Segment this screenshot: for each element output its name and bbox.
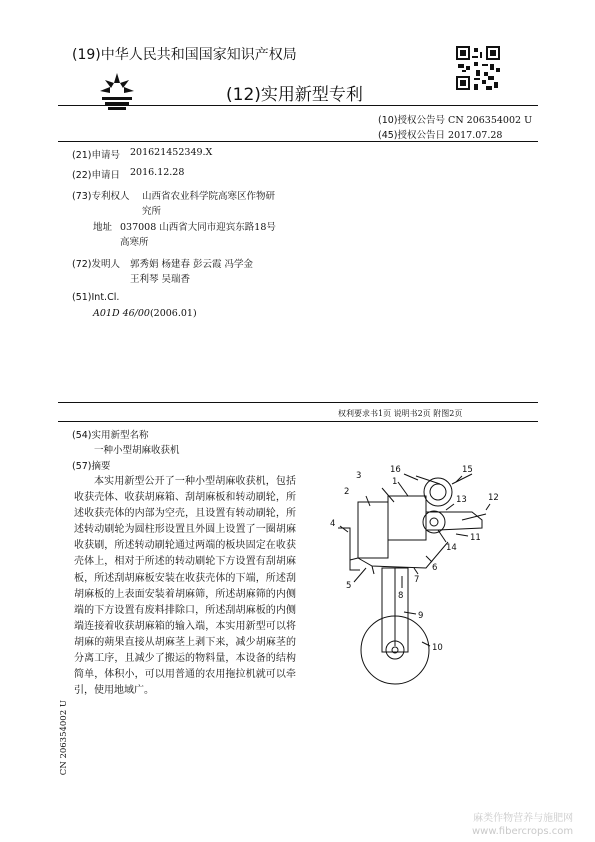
figure-label-1: 1	[392, 477, 398, 487]
figure-label-2: 2	[344, 487, 350, 497]
divider	[58, 421, 538, 422]
filing-date: 2016.12.28	[130, 167, 185, 178]
figure-label-5: 5	[346, 581, 352, 591]
inventors-label: (72)发明人	[72, 259, 121, 270]
ipc-code: A01D 46/00	[93, 308, 150, 319]
watermark-line-2: www.fibercrops.com	[472, 826, 574, 837]
divider	[58, 402, 538, 403]
divider	[58, 141, 538, 142]
patentee-continued: 究所	[142, 206, 162, 217]
address-label: 地址	[93, 222, 113, 233]
application-number-label: (21)申请号	[72, 150, 121, 161]
address: 037008 山西省大同市迎宾东路18号	[120, 222, 276, 233]
publication-number-label: (10)授权公告号	[378, 115, 446, 126]
patentee-label: (73)专利权人	[72, 191, 130, 202]
side-publication-number: CN 206354002 U	[59, 700, 69, 776]
figure-label-14: 14	[446, 543, 457, 553]
application-number: 201621452349.X	[130, 147, 213, 158]
figure-label-7: 7	[414, 575, 420, 585]
figure-label-6: 6	[432, 563, 438, 573]
office-logo-icon	[96, 71, 138, 113]
figure-label-13: 13	[456, 495, 467, 505]
ipc-classification	[93, 308, 197, 319]
figure-label-3: 3	[356, 471, 362, 481]
abstract-drawing	[322, 450, 512, 690]
figure-label-10: 10	[432, 643, 443, 653]
figure-label-9: 9	[418, 611, 424, 621]
utility-model-title: 一种小型胡麻收获机	[94, 445, 180, 456]
figure-label-4: 4	[330, 519, 336, 529]
publication-date-value: 2017.07.28	[448, 130, 503, 141]
ipc-version: (2006.01)	[149, 308, 197, 319]
abstract-text: 本实用新型公开了一种小型胡麻收获机，包括收获壳体、收获胡麻箱、刮胡麻板和转动刷轮，所述收获壳体的内部为空壳，且设置有转动刷轮，所述转动刷轮为圆柱形设置且外圆上设置了一圈胡麻收获刷，所述转动刷轮通过两端的板块固定在收获壳体上，相对于所述的转动刷轮下方设置有刮胡麻板，所述刮胡麻板安装在收获壳体的下端，所述刮胡麻板的上表面安装着胡麻筛，所述胡麻筛的内侧端的下方设置有废料排除口，所述刮胡麻板的内侧端连接着收获胡麻箱的输入端，本实用新型可以将胡麻的蒴果直接从胡麻茎上剥下来，减少胡麻茎的分离工序，且减少了搬运的物料量，本设备的结构简单，体积小，可以用普通的农用拖拉机就可以牵引，使用地域广。	[74, 476, 296, 697]
filing-date-label: (22)申请日	[72, 170, 121, 181]
publication-date-label: (45)授权公告日	[378, 130, 446, 141]
inventors-continued: 王利琴 吴瑞香	[130, 274, 191, 285]
page-counts: 权利要求书1页 说明书2页 附图2页	[338, 409, 463, 418]
issuing-office: (19)中华人民共和国国家知识产权局	[72, 47, 297, 63]
figure-label-8: 8	[398, 591, 404, 601]
publication-number	[378, 112, 532, 126]
inventors: 郭秀娟 杨建春 彭云霞 冯学金	[130, 259, 254, 270]
figure-label-16: 16	[390, 465, 401, 475]
figure-label-11: 11	[470, 533, 481, 543]
divider	[58, 105, 538, 106]
watermark	[472, 812, 573, 838]
qr-code-icon	[456, 46, 500, 90]
publication-number-value: CN 206354002 U	[448, 115, 533, 126]
watermark-line-1: 麻类作物营养与施肥网	[473, 813, 574, 824]
address-continued: 高寒所	[120, 237, 149, 248]
title-label: (54)实用新型名称	[72, 430, 149, 441]
ipc-label: (51)Int.Cl.	[72, 292, 120, 303]
patentee: 山西省农业科学院高寒区作物研	[142, 191, 276, 202]
abstract-label: (57)摘要	[72, 461, 111, 472]
figure-label-12: 12	[488, 493, 499, 503]
publication-date	[378, 127, 502, 141]
figure-label-15: 15	[462, 465, 473, 475]
patent-type: (12)实用新型专利	[226, 85, 363, 105]
